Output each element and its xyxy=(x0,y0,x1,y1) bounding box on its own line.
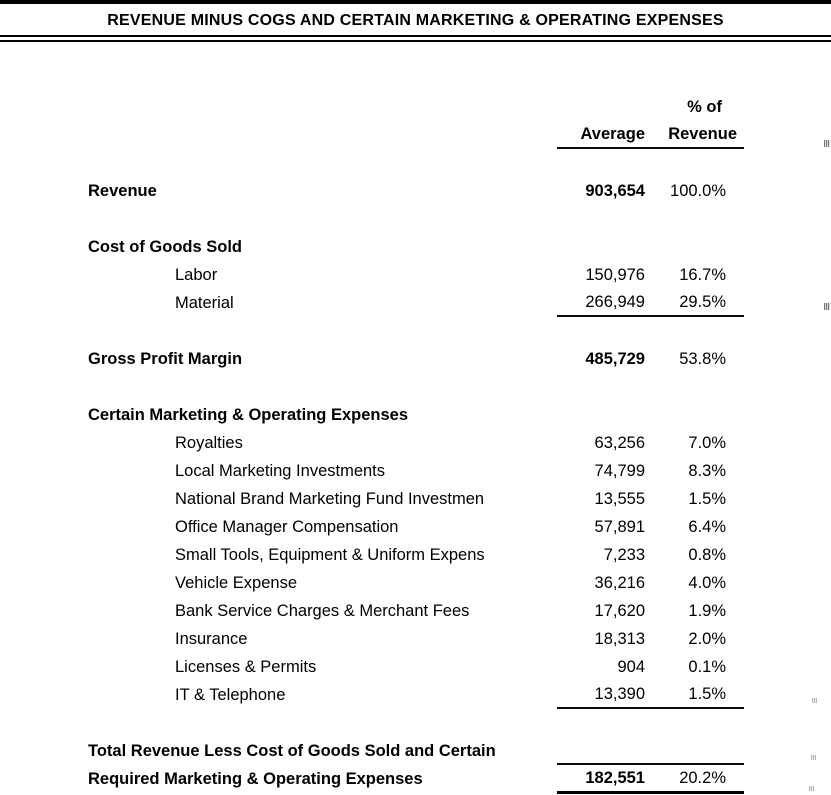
row-average-value: 17,620 xyxy=(594,601,645,620)
row-values xyxy=(557,345,744,373)
row-label: IT & Telephone xyxy=(175,685,286,704)
row-average-value: 18,313 xyxy=(594,629,645,648)
statement-row xyxy=(0,289,831,317)
row-values xyxy=(557,485,744,513)
statement-rows xyxy=(0,177,831,709)
row-label: Labor xyxy=(175,265,218,284)
row-label: Local Marketing Investments xyxy=(175,461,386,480)
total-overline xyxy=(557,737,744,765)
row-values xyxy=(557,261,744,289)
row-values xyxy=(557,681,744,709)
column-header-row-bottom xyxy=(0,121,831,149)
row-average-value: 13,555 xyxy=(594,489,645,508)
statement-row xyxy=(0,177,831,205)
header-values-bottom xyxy=(557,121,744,149)
statement-row xyxy=(0,233,831,261)
scan-artifact xyxy=(809,786,814,791)
revenue-column-header: Revenue xyxy=(668,124,737,143)
scan-artifact xyxy=(812,698,817,703)
total-row-line1 xyxy=(0,737,831,765)
row-percent-value: 53.8% xyxy=(679,349,726,368)
page-title: REVENUE MINUS COGS AND CERTAIN MARKETING & OPERATING EXPENSES xyxy=(107,12,724,29)
row-label: Cost of Goods Sold xyxy=(88,237,242,256)
statement-row xyxy=(0,625,831,653)
row-average-value: 266,949 xyxy=(585,292,645,311)
row-values xyxy=(557,289,744,317)
header-values-top xyxy=(557,93,744,121)
row-values xyxy=(557,457,744,485)
row-values xyxy=(557,233,744,261)
total-row-line2 xyxy=(0,765,831,794)
row-label: Small Tools, Equipment & Uniform Expens xyxy=(175,545,485,564)
column-headers xyxy=(0,93,831,149)
average-column-header: Average xyxy=(580,124,645,143)
row-percent-value: 8.3% xyxy=(688,461,726,480)
statement-row xyxy=(0,401,831,429)
total-average-value: 182,551 xyxy=(585,768,645,787)
row-label: Revenue xyxy=(88,181,157,200)
row-values xyxy=(557,569,744,597)
row-average-value: 485,729 xyxy=(585,349,645,368)
row-label: Vehicle Expense xyxy=(175,573,298,592)
row-average-value: 904 xyxy=(617,657,645,676)
row-label: Office Manager Compensation xyxy=(175,517,399,536)
row-values xyxy=(557,625,744,653)
statement-row xyxy=(0,513,831,541)
row-percent-value: 1.5% xyxy=(688,489,726,508)
row-values xyxy=(557,429,744,457)
row-average-value: 36,216 xyxy=(594,573,645,592)
row-average-value: 903,654 xyxy=(585,181,645,200)
row-values xyxy=(557,541,744,569)
row-percent-value: 0.1% xyxy=(688,657,726,676)
statement-row xyxy=(0,429,831,457)
scan-artifact xyxy=(824,303,830,310)
title-bar xyxy=(0,0,831,35)
row-percent-value: 100.0% xyxy=(670,181,726,200)
statement-row xyxy=(0,653,831,681)
total-label-line1: Total Revenue Less Cost of Goods Sold and Certain xyxy=(88,741,496,760)
row-values xyxy=(557,401,744,429)
row-values xyxy=(557,653,744,681)
row-label: Royalties xyxy=(175,433,243,452)
row-percent-value: 1.5% xyxy=(688,684,726,703)
row-label: Gross Profit Margin xyxy=(88,349,243,368)
row-percent-value: 7.0% xyxy=(688,433,726,452)
statement-row xyxy=(0,541,831,569)
row-average-value: 7,233 xyxy=(603,545,645,564)
pct-of-header: % of xyxy=(687,97,722,116)
row-label: Licenses & Permits xyxy=(175,657,317,676)
row-percent-value: 4.0% xyxy=(688,573,726,592)
row-percent-value: 29.5% xyxy=(679,292,726,311)
total-pct-value: 20.2% xyxy=(679,768,726,787)
row-label: National Brand Marketing Fund Investmen xyxy=(175,489,485,508)
statement-row xyxy=(0,569,831,597)
row-percent-value: 1.9% xyxy=(688,601,726,620)
row-values xyxy=(557,177,744,205)
row-label: Material xyxy=(175,293,234,312)
scan-artifact xyxy=(824,140,830,147)
row-label: Bank Service Charges & Merchant Fees xyxy=(175,601,470,620)
total-label-line2: Required Marketing & Operating Expenses xyxy=(88,770,423,788)
statement-row xyxy=(0,485,831,513)
row-percent-value: 16.7% xyxy=(679,265,726,284)
row-label: Insurance xyxy=(175,629,248,648)
row-average-value: 74,799 xyxy=(594,461,645,480)
total-values xyxy=(557,765,744,794)
statement-row xyxy=(0,681,831,709)
row-label: Certain Marketing & Operating Expenses xyxy=(88,405,409,424)
row-values xyxy=(557,597,744,625)
row-percent-value: 0.8% xyxy=(688,545,726,564)
statement-row xyxy=(0,457,831,485)
scan-artifact xyxy=(811,755,816,760)
statement-row xyxy=(0,261,831,289)
row-average-value: 13,390 xyxy=(594,684,645,703)
title-double-rule xyxy=(0,35,831,42)
row-percent-value: 6.4% xyxy=(688,517,726,536)
statement-row xyxy=(0,345,831,373)
row-average-value: 150,976 xyxy=(585,265,645,284)
column-header-row-top xyxy=(0,93,831,121)
statement-row xyxy=(0,597,831,625)
row-percent-value: 2.0% xyxy=(688,629,726,648)
row-values xyxy=(557,513,744,541)
row-average-value: 57,891 xyxy=(594,517,645,536)
row-average-value: 63,256 xyxy=(594,433,645,452)
